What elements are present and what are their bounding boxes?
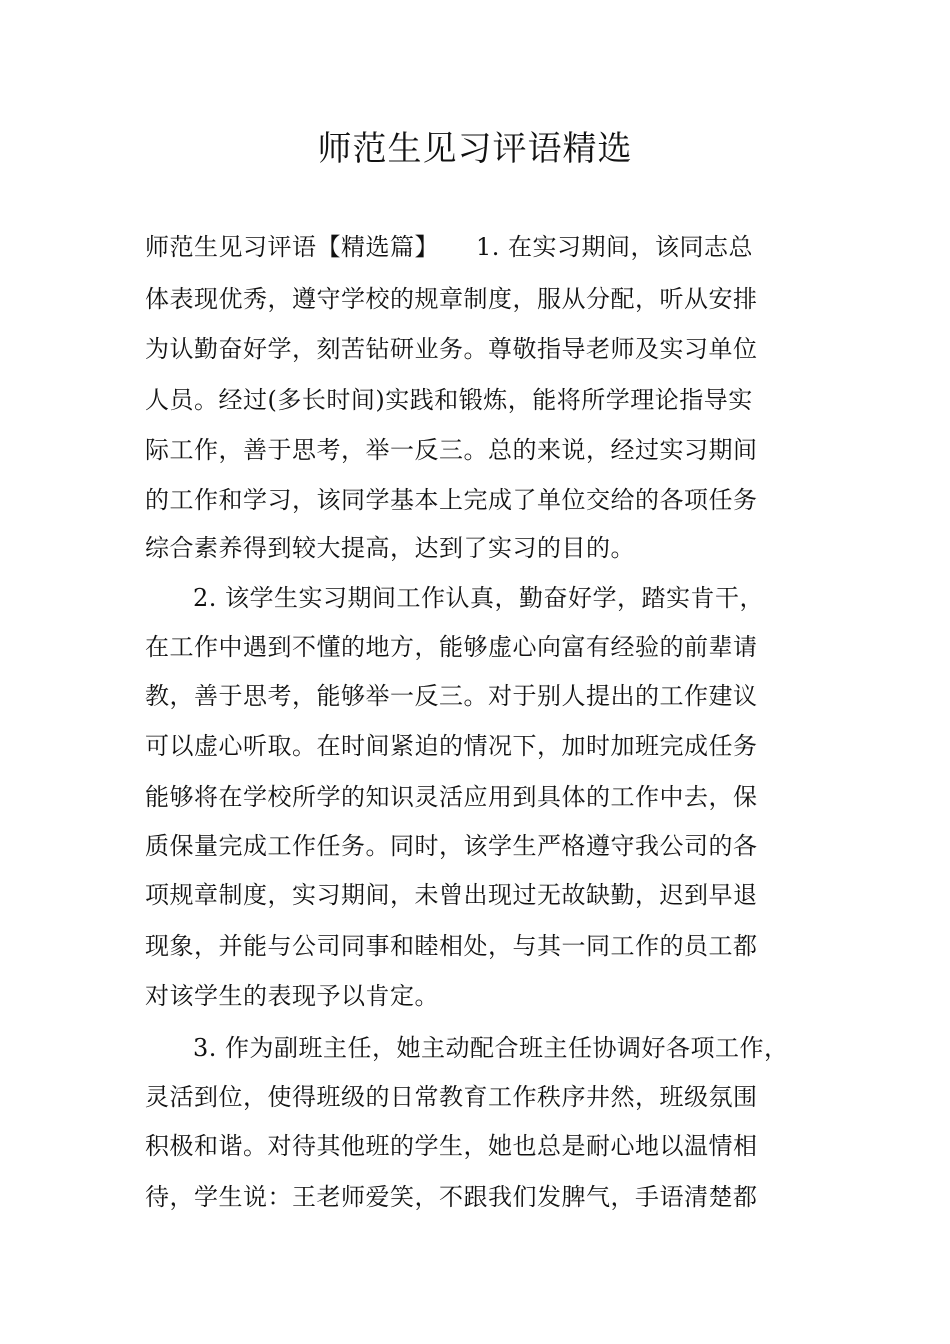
paragraph-line: 综合素养得到较大提高，达到了实习的目的。 bbox=[145, 534, 635, 562]
paragraph-line: 可以虚心听取。在时间紧迫的情况下，加时加班完成任务 bbox=[145, 732, 758, 760]
paragraph-line: 在工作中遇到不懂的地方，能够虚心向富有经验的前辈请 bbox=[145, 633, 758, 661]
paragraph-line: 对该学生的表现予以肯定。 bbox=[145, 982, 439, 1010]
paragraph-line: 人员。经过(多长时间)实践和锻炼，能将所学理论指导实 bbox=[145, 386, 753, 414]
paragraph-line: 能够将在学校所学的知识灵活应用到具体的工作中去，保 bbox=[145, 783, 758, 811]
paragraph-line: 项规章制度，实习期间，未曾出现过无故缺勤，迟到早退 bbox=[145, 881, 758, 909]
paragraph-line: 现象，并能与公司同事和睦相处，与其一同工作的员工都 bbox=[145, 932, 758, 960]
page-title: 师范生见习评语精选 bbox=[317, 129, 633, 169]
paragraph-line: 质保量完成工作任务。同时，该学生严格遵守我公司的各 bbox=[145, 832, 758, 860]
paragraph-line: 积极和谐。对待其他班的学生，她也总是耐心地以温情相 bbox=[145, 1132, 758, 1160]
paragraph-line: 灵活到位，使得班级的日常教育工作秩序井然，班级氛围 bbox=[145, 1083, 758, 1111]
paragraph-line: 师范生见习评语【精选篇】 1. 在实习期间，该同志总 bbox=[145, 233, 754, 261]
paragraph-line: 2. 该学生实习期间工作认真，勤奋好学，踏实肯干， bbox=[193, 584, 765, 612]
paragraph-line: 际工作，善于思考，举一反三。总的来说，经过实习期间 bbox=[145, 436, 758, 464]
paragraph-line: 3. 作为副班主任，她主动配合班主任协调好各项工作， bbox=[193, 1034, 789, 1062]
paragraph-line: 体表现优秀，遵守学校的规章制度，服从分配，听从安排 bbox=[145, 285, 758, 313]
paragraph-line: 为认勤奋好学，刻苦钻研业务。尊敬指导老师及实习单位 bbox=[145, 335, 758, 363]
paragraph-line: 的工作和学习，该同学基本上完成了单位交给的各项任务 bbox=[145, 486, 758, 514]
paragraph-line: 教，善于思考，能够举一反三。对于别人提出的工作建议 bbox=[145, 682, 758, 710]
paragraph-line: 待，学生说：王老师爱笑，不跟我们发脾气，手语清楚都 bbox=[145, 1183, 758, 1211]
